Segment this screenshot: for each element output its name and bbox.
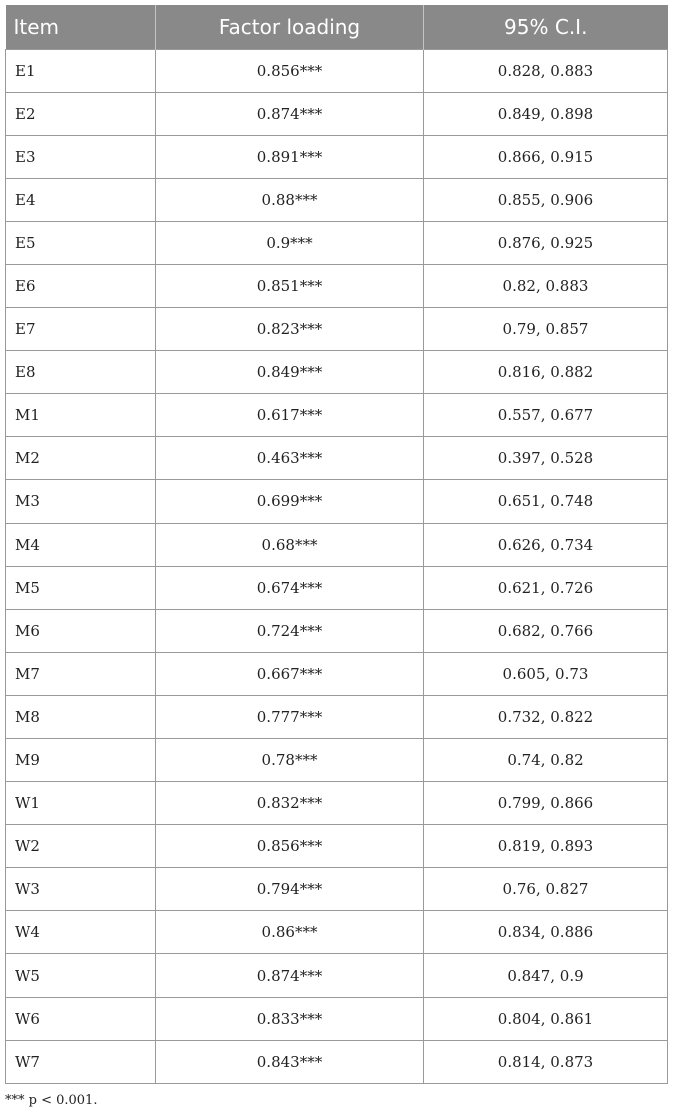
cell-ci: 0.557, 0.677: [424, 394, 668, 437]
cell-factor: 0.851***: [156, 264, 424, 307]
table-row: [6, 911, 668, 954]
table-row: [6, 782, 668, 825]
cell-item: M9: [6, 739, 156, 782]
cell-ci: 0.828, 0.883: [424, 49, 668, 92]
cell-ci: 0.799, 0.866: [424, 782, 668, 825]
cell-factor: 0.777***: [156, 695, 424, 738]
cell-ci: 0.876, 0.925: [424, 221, 668, 264]
cell-ci: 0.819, 0.893: [424, 825, 668, 868]
cell-item: E4: [6, 178, 156, 221]
cell-item: E3: [6, 135, 156, 178]
cell-ci: 0.855, 0.906: [424, 178, 668, 221]
table-row: [6, 135, 668, 178]
cell-ci: 0.732, 0.822: [424, 695, 668, 738]
table-row: [6, 308, 668, 351]
cell-ci: 0.605, 0.73: [424, 652, 668, 695]
cell-item: W5: [6, 954, 156, 997]
cell-ci: 0.682, 0.766: [424, 609, 668, 652]
cell-ci: 0.397, 0.528: [424, 437, 668, 480]
table-row: [6, 394, 668, 437]
table-row: [6, 523, 668, 566]
table-row: [6, 437, 668, 480]
cell-factor: 0.699***: [156, 480, 424, 523]
cell-factor: 0.674***: [156, 566, 424, 609]
cell-item: M5: [6, 566, 156, 609]
cell-item: W7: [6, 1040, 156, 1083]
cell-item: W4: [6, 911, 156, 954]
cell-factor: 0.78***: [156, 739, 424, 782]
cell-factor: 0.833***: [156, 997, 424, 1040]
cell-ci: 0.866, 0.915: [424, 135, 668, 178]
cell-item: M4: [6, 523, 156, 566]
cell-factor: 0.86***: [156, 911, 424, 954]
cell-ci: 0.814, 0.873: [424, 1040, 668, 1083]
cell-ci: 0.626, 0.734: [424, 523, 668, 566]
header-factor-loading: Factor loading: [156, 5, 424, 49]
table-row: [6, 1040, 668, 1083]
header-item: Item: [6, 5, 156, 49]
cell-ci: 0.804, 0.861: [424, 997, 668, 1040]
cell-item: E6: [6, 264, 156, 307]
factor-loading-table: [5, 5, 668, 1084]
cell-ci: 0.82, 0.883: [424, 264, 668, 307]
cell-ci: 0.79, 0.857: [424, 308, 668, 351]
cell-factor: 0.856***: [156, 49, 424, 92]
table-footnote: *** p < 0.001.: [5, 1093, 98, 1108]
cell-ci: 0.76, 0.827: [424, 868, 668, 911]
cell-item: M7: [6, 652, 156, 695]
table-row: [6, 997, 668, 1040]
cell-ci: 0.849, 0.898: [424, 92, 668, 135]
cell-item: W1: [6, 782, 156, 825]
table-row: [6, 825, 668, 868]
cell-factor: 0.68***: [156, 523, 424, 566]
cell-item: E2: [6, 92, 156, 135]
table-row: [6, 954, 668, 997]
table-row: [6, 609, 668, 652]
cell-ci: 0.621, 0.726: [424, 566, 668, 609]
table-body: [6, 49, 668, 1083]
table-row: [6, 351, 668, 394]
cell-factor: 0.832***: [156, 782, 424, 825]
table-row: [6, 868, 668, 911]
table-row: [6, 92, 668, 135]
cell-ci: 0.847, 0.9: [424, 954, 668, 997]
table-row: [6, 221, 668, 264]
cell-ci: 0.651, 0.748: [424, 480, 668, 523]
cell-factor: 0.849***: [156, 351, 424, 394]
header-confidence-interval: 95% C.I.: [504, 14, 588, 39]
cell-item: E7: [6, 308, 156, 351]
cell-item: E8: [6, 351, 156, 394]
cell-factor: 0.823***: [156, 308, 424, 351]
cell-factor: 0.874***: [156, 92, 424, 135]
table-header: [6, 5, 668, 49]
cell-factor: 0.874***: [156, 954, 424, 997]
table-row: [6, 695, 668, 738]
cell-factor: 0.9***: [156, 221, 424, 264]
cell-item: W6: [6, 997, 156, 1040]
table-row: [6, 49, 668, 92]
cell-item: M3: [6, 480, 156, 523]
header-row: [6, 5, 668, 49]
cell-ci: 0.816, 0.882: [424, 351, 668, 394]
cell-item: E5: [6, 221, 156, 264]
cell-item: M1: [6, 394, 156, 437]
cell-ci: 0.834, 0.886: [424, 911, 668, 954]
cell-factor: 0.617***: [156, 394, 424, 437]
cell-factor: 0.843***: [156, 1040, 424, 1083]
cell-factor: 0.88***: [156, 178, 424, 221]
table-row: [6, 566, 668, 609]
table-row: [6, 652, 668, 695]
cell-item: W2: [6, 825, 156, 868]
cell-item: M2: [6, 437, 156, 480]
cell-factor: 0.724***: [156, 609, 424, 652]
cell-item: E1: [6, 49, 156, 92]
table-row: [6, 480, 668, 523]
table-row: [6, 178, 668, 221]
cell-item: M8: [6, 695, 156, 738]
table-row: [6, 264, 668, 307]
cell-factor: 0.856***: [156, 825, 424, 868]
table-row: [6, 739, 668, 782]
cell-factor: 0.794***: [156, 868, 424, 911]
cell-factor: 0.667***: [156, 652, 424, 695]
cell-item: W3: [6, 868, 156, 911]
cell-item: M6: [6, 609, 156, 652]
cell-ci: 0.74, 0.82: [424, 739, 668, 782]
cell-factor: 0.891***: [156, 135, 424, 178]
cell-factor: 0.463***: [156, 437, 424, 480]
